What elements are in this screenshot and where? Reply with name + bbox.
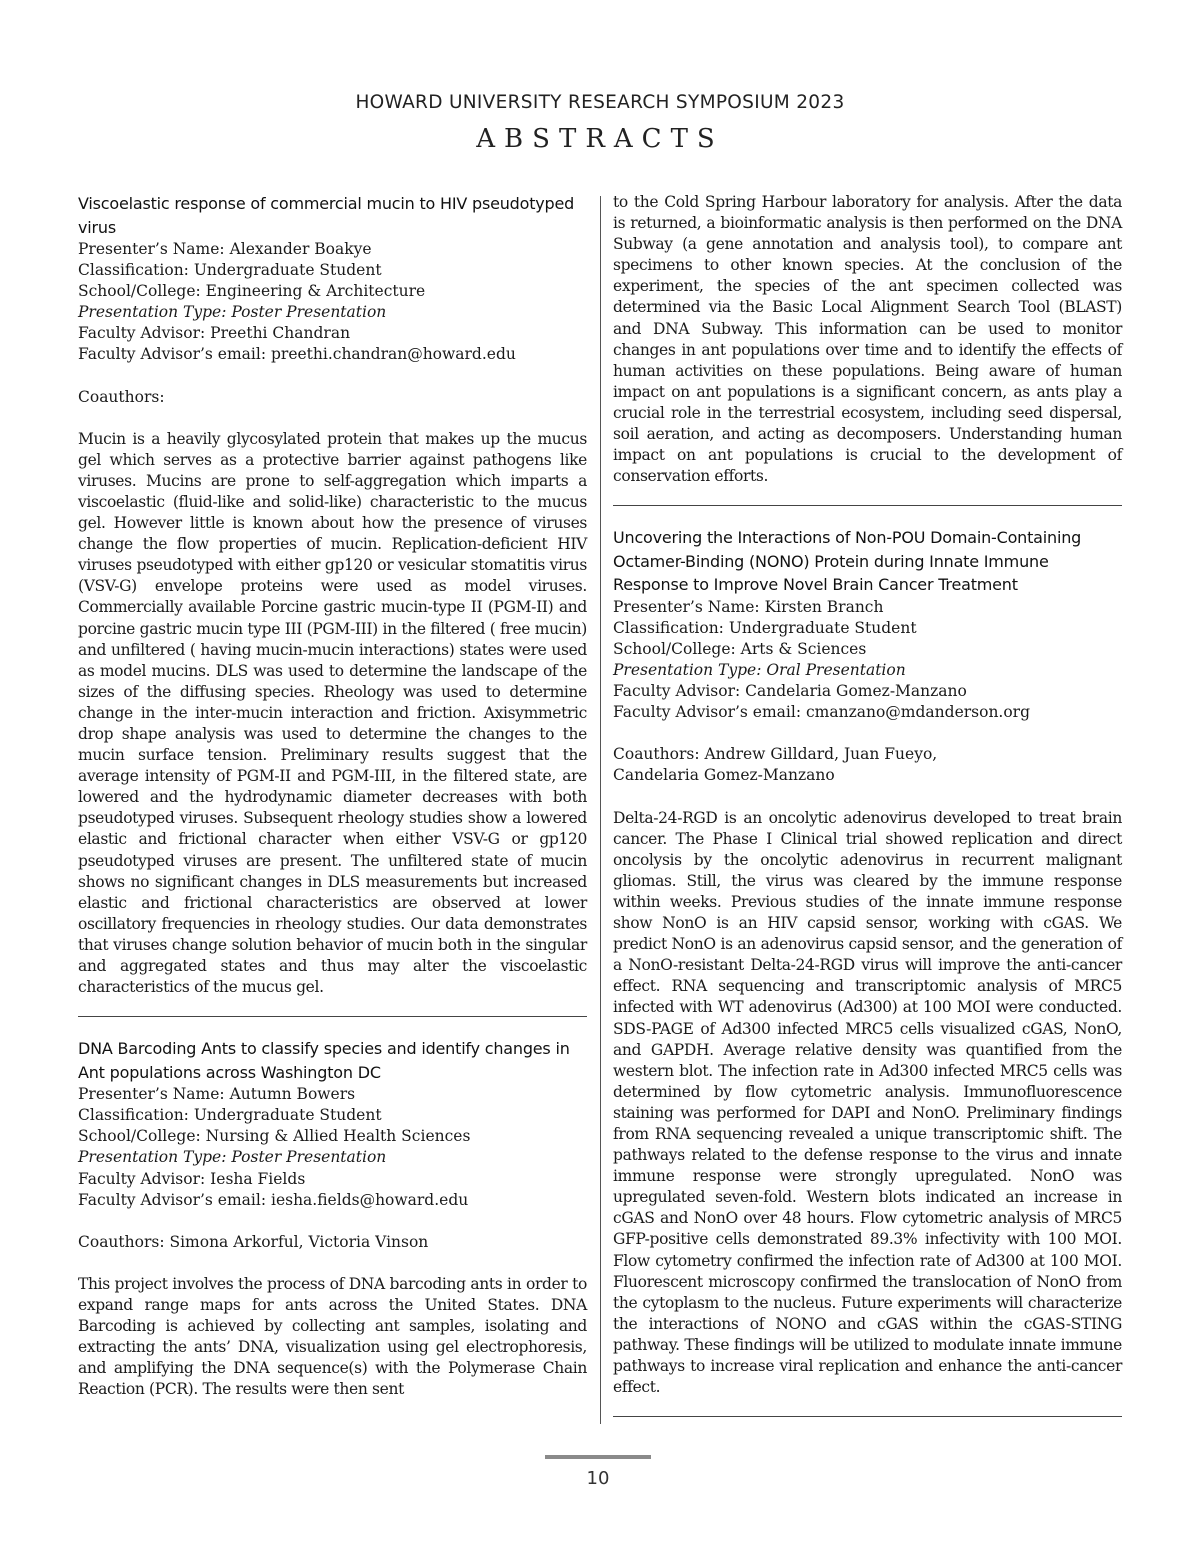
coauthors: Coauthors:	[78, 387, 165, 406]
faculty-advisor: Faculty Advisor: Preethi Chandran	[78, 324, 351, 343]
presenter-name: Presenter’s Name: Autumn Bowers	[78, 1085, 356, 1104]
faculty-advisor-email: Faculty Advisor’s email: iesha.fields@howard.edu	[78, 1190, 469, 1209]
coauthors-continued: Candelaria Gomez-Manzano	[613, 766, 835, 785]
coauthors: Coauthors: Andrew Gilldard, Juan Fueyo,	[613, 745, 938, 764]
faculty-advisor-email: Faculty Advisor’s email: cmanzano@mdanderson.org	[613, 703, 1031, 722]
abstract-title: Uncovering the Interactions of Non-POU Domain-Containing Octamer-Binding (NONO) Protein during Innate Immune Response to Improve Novel Brain Cancer Treatment	[613, 528, 1082, 595]
presentation-type: Presentation Type: Oral Presentation	[613, 661, 906, 680]
abstract-body: Mucin is a heavily glycosylated protein that makes up the mucus gel which serves as a protective barrier against pathogens like viruses. Mucins are prone to self-aggregation which imparts a viscoelastic (fluid-like and solid-like) characteristic to the mucus gel. However little is known about how the presence of viruses change the flow properties of mucin. Replication-deficient HIV viruses pseudotyped with either gp120 or vesicular stomatitis virus (VSV-G) envelope proteins were used as model viruses. Commercially available Porcine gastric mucin-type II (PGM-II) and porcine gastric mucin type III (PGM-III) in the filtered ( free mucin) and unfiltered ( having mucin-mucin interactions) states were used as model mucins. DLS was used to determine the landscape of the sizes of the diffusing species. Rheology was used to determine change in the inter-mucin interaction and friction. Axisymmetric drop shape analysis was used to determine the changes to the mucin surface tension. Preliminary results suggest that the average intensity of PGM-II and PGM-III, in the filtered state, are lowered and the hydrodynamic diameter decreases with both pseudotyped viruses. Subsequent rheology studies show a lowered elastic and frictional character when either VSV-G or gp120 pseudotyped viruses are present. The unfiltered state of mucin shows no significant changes in DLS measurements but increased elastic and frictional characteristics are observed at lower oscillatory frequencies in rheology studies. Our data demonstrates that viruses change solution behavior of mucin both in the singular and aggregated states and thus may alter the viscoelastic characteristics of the mucus gel.	[78, 429, 587, 997]
classification: Classification: Undergraduate Student	[78, 261, 382, 280]
abstract-1	[78, 192, 587, 998]
classification: Classification: Undergraduate Student	[78, 1106, 382, 1125]
section-divider	[613, 505, 1122, 506]
presenter-name: Presenter’s Name: Alexander Boakye	[78, 240, 372, 258]
abstract-meta	[78, 239, 587, 366]
classification: Classification: Undergraduate Student	[613, 618, 917, 637]
faculty-advisor: Faculty Advisor: Iesha Fields	[78, 1169, 306, 1188]
footer-bar	[545, 1455, 651, 1459]
symposium-title: HOWARD UNIVERSITY RESEARCH SYMPOSIUM 2023	[355, 92, 845, 113]
presentation-type: Presentation Type: Poster Presentation	[78, 303, 387, 322]
faculty-advisor: Faculty Advisor: Candelaria Gomez-Manzano	[613, 682, 967, 701]
section-divider	[78, 1016, 587, 1017]
coauthors: Coauthors: Simona Arkorful, Victoria Vinson	[78, 1232, 429, 1251]
presentation-type: Presentation Type: Poster Presentation	[78, 1148, 387, 1167]
abstract-3	[613, 526, 1122, 1398]
presenter-name: Presenter’s Name: Kirsten Branch	[613, 597, 884, 616]
page-number: 10	[586, 1468, 610, 1489]
school-college: School/College: Arts & Sciences	[613, 640, 867, 658]
right-column	[613, 192, 1122, 1417]
abstract-meta	[78, 1084, 587, 1211]
abstract-body: This project involves the process of DNA barcoding ants in order to expand range maps for ants across the United States. DNA Barcoding is achieved by collecting ant samples, isolating and extracting the ants’ DNA, visualization using gel electrophoresis, and amplifying the DNA sequence(s) with the Polymerase Chain Reaction (PCR). The results were then sent	[78, 1274, 587, 1399]
school-college: School/College: Nursing & Allied Health Sciences	[78, 1127, 471, 1146]
left-column	[78, 192, 587, 1400]
section-divider	[613, 1416, 1122, 1417]
section-heading: ABSTRACTS	[476, 124, 724, 154]
abstract-body-continued: to the Cold Spring Harbour laboratory for analysis. After the data is returned, a bioinformatic analysis is then performed on the DNA Subway (a gene annotation and analysis tool), to compare ant specimens to other known species. At the conclusion of the experiment, the species of the ant specimen collected was determined via the Basic Local Alignment Search Tool (BLAST) and DNA Subway. This information can be used to monitor changes in ant populations over time and to identify the effects of human activities on these populations. Being aware of human impact on ant populations is a significant concern, as ants play a crucial role in the terrestrial ecosystem, including seed dispersal, soil aeration, and acting as decomposers. Understanding human impact on ant populations is crucial to the development of conservation efforts.	[613, 193, 1122, 486]
school-college: School/College: Engineering & Architecture	[78, 282, 426, 301]
abstract-title: Viscoelastic response of commercial mucin to HIV pseudotyped virus	[78, 194, 575, 237]
column-divider	[600, 196, 601, 1424]
faculty-advisor-email: Faculty Advisor’s email: preethi.chandran@howard.edu	[78, 345, 516, 364]
abstract-title: DNA Barcoding Ants to classify species and identify changes in Ant populations across Washington DC	[78, 1039, 570, 1082]
abstract-2	[78, 1037, 587, 1400]
abstract-body: Delta-24-RGD is an oncolytic adenovirus developed to treat brain cancer. The Phase I Clinical trial showed replication and direct oncolysis by the oncolytic adenovirus in recurrent malignant gliomas. Still, the virus was cleared by the immune response within weeks. Previous studies of the innate immune response show NonO is an HIV capsid sensor, working with cGAS. We predict NonO is an adenovirus capsid sensor, and the generation of a NonO-resistant Delta-24-RGD virus will improve the anti-cancer effect. RNA sequencing and transcriptomic analysis of MRC5 infected with WT adenovirus (Ad300) at 100 MOI were conducted. SDS-PAGE of Ad300 infected MRC5 cells visualized cGAS, NonO, and GAPDH. Average relative density was quantified from the western blot. The infection rate in Ad300 infected MRC5 cells was determined by flow cytometric analysis. Immunofluorescence staining was performed for DAPI and NonO. Preliminary findings from RNA sequencing revealed a unique transcriptomic shift. The pathways related to the defense response to the virus and innate immune response were strongly upregulated. NonO was upregulated seven-fold. Western blots indicated an increase in cGAS and NonO over 48 hours. Flow cytometric analysis of MRC5 GFP-positive cells demonstrated 89.3% infectivity with 100 MOI. Flow cytometry confirmed the infection rate of Ad300 at 100 MOI. Fluorescent microscopy confirmed the translocation of NonO from the cytoplasm to the nucleus. Future experiments will characterize the interactions of NONO and cGAS within the cGAS-STING pathway. These findings will be utilized to modulate innate immune pathways to increase viral replication and enhance the anti-cancer effect.	[613, 808, 1122, 1397]
abstract-meta	[613, 597, 1122, 724]
